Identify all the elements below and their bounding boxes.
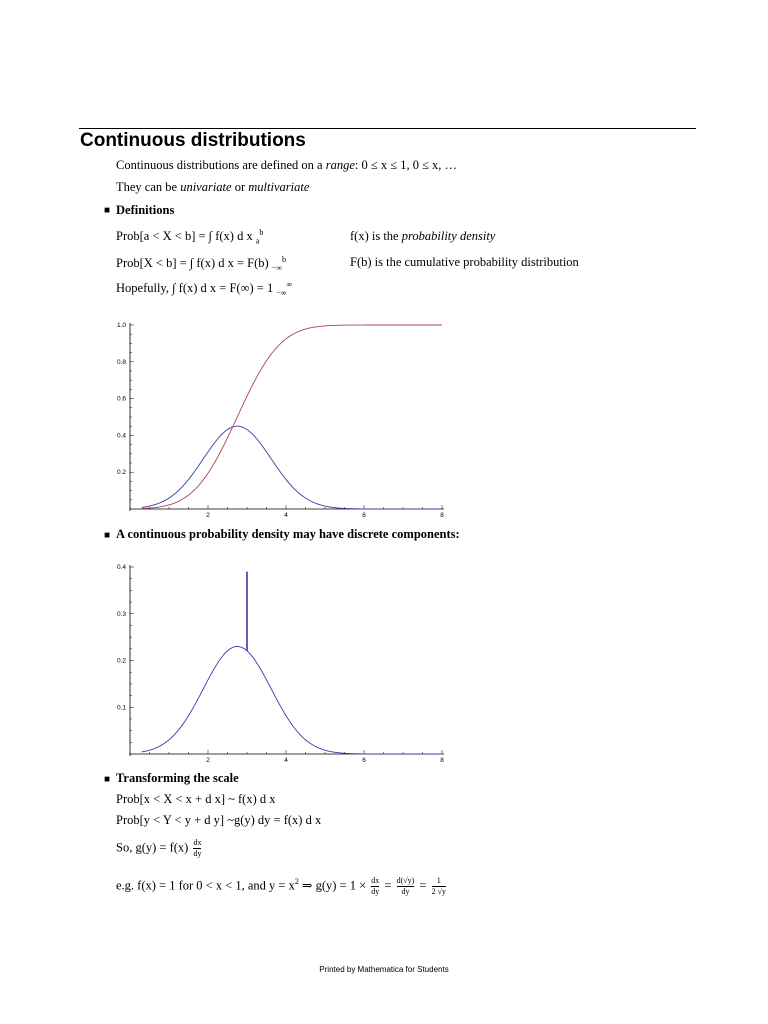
x-tick-label: 8 [440,512,444,519]
discrete-component-chart [110,562,450,766]
def3-lower-limit: −∞ [276,288,287,298]
def2-upper-limit: b [282,255,287,264]
x-tick-label: 2 [206,512,210,519]
density-curve [142,646,442,754]
y-tick-label: 0.3 [116,610,126,618]
page-title: Continuous distributions [80,130,306,151]
y-tick-label: 0.6 [116,395,126,403]
x-tick-label: 8 [440,757,444,764]
bullet-icon: ■ [104,205,111,216]
x-tick-label: 4 [284,512,288,519]
transform-line-1: Prob[x < X < x + d x] ~ f(x) d x [116,792,276,806]
fraction-one-over-2sqrty: $\frac{1}{2 √y}$ [431,876,446,896]
fraction-dx-dy: $\frac{dx}{dy}$ [371,876,380,896]
bullet-icon: ■ [104,774,111,785]
y-tick-label: 0.4 [116,432,126,440]
y-tick-label: 0.2 [116,657,126,665]
density-cdf-chart [110,315,450,520]
section-definitions: Definitions [116,203,175,217]
transform-line-2: Prob[y < Y < y + d y] ~g(y) dy = f(x) d x [116,813,322,827]
bullet-icon: ■ [104,530,111,541]
definition-3: Hopefully, ∫ f(x) d x = F(∞) = 1 $_{-\infty}$∞ [116,280,293,298]
transform-line-3: So, $g(y) = f(x) \frac{dx}{dy}$ [116,838,202,858]
y-tick-label: 1.0 [116,322,126,329]
intro-line-2: They can be univariate or multivariate [116,180,310,194]
y-tick-label: 0.1 [116,704,126,712]
def2-lower-limit: −∞ [271,263,283,273]
fraction-dsqrt-dy: $\frac{d(√y)}{dy}$ [396,876,415,896]
definition-1-note: f(x) is the probability density [350,229,496,243]
example-line: e.g. f(x) = 1 for 0 < x < 1, and $y = x^2$ ⇒ $g(y) = 1 \times \frac{dx}{dy}$ = $\frac{d(√y)}{dy}$ = $\frac{1}{2 √y}$ [116,876,446,896]
section-transform: Transforming the scale [116,771,239,785]
definition-1: Prob[a < X < b] = ∫ f(x) d x $_a^b$ [116,228,264,246]
footer: Printed by Mathematica for Students [319,965,449,974]
intro-line-1: Continuous distributions are defined on a range: 0 ≤ x ≤ 1, 0 ≤ x, … [116,158,458,172]
x-tick-label: 6 [362,512,366,519]
definition-2: Prob[X < b] = ∫ f(x) d x = F(b) $_{-\infty}^b$ [116,255,287,273]
title-rule [79,128,696,129]
x-tick-label: 4 [284,757,288,764]
y-tick-label: 0.8 [116,358,126,366]
fraction-dx-dy: $\frac{dx}{dy}$ [193,838,202,858]
section-discrete: A continuous probability density may have discrete components: [116,527,460,541]
def1-lower-limit: a [255,236,260,246]
def1-upper-limit: b [259,228,264,237]
definition-2-note: F(b) is the cumulative probability distribution [350,255,579,269]
y-tick-label: 0.4 [116,564,126,571]
x-tick-label: 6 [362,757,366,764]
def3-upper-limit: ∞ [286,280,293,289]
x-tick-label: 2 [206,757,210,764]
y-tick-label: 0.2 [116,469,126,477]
